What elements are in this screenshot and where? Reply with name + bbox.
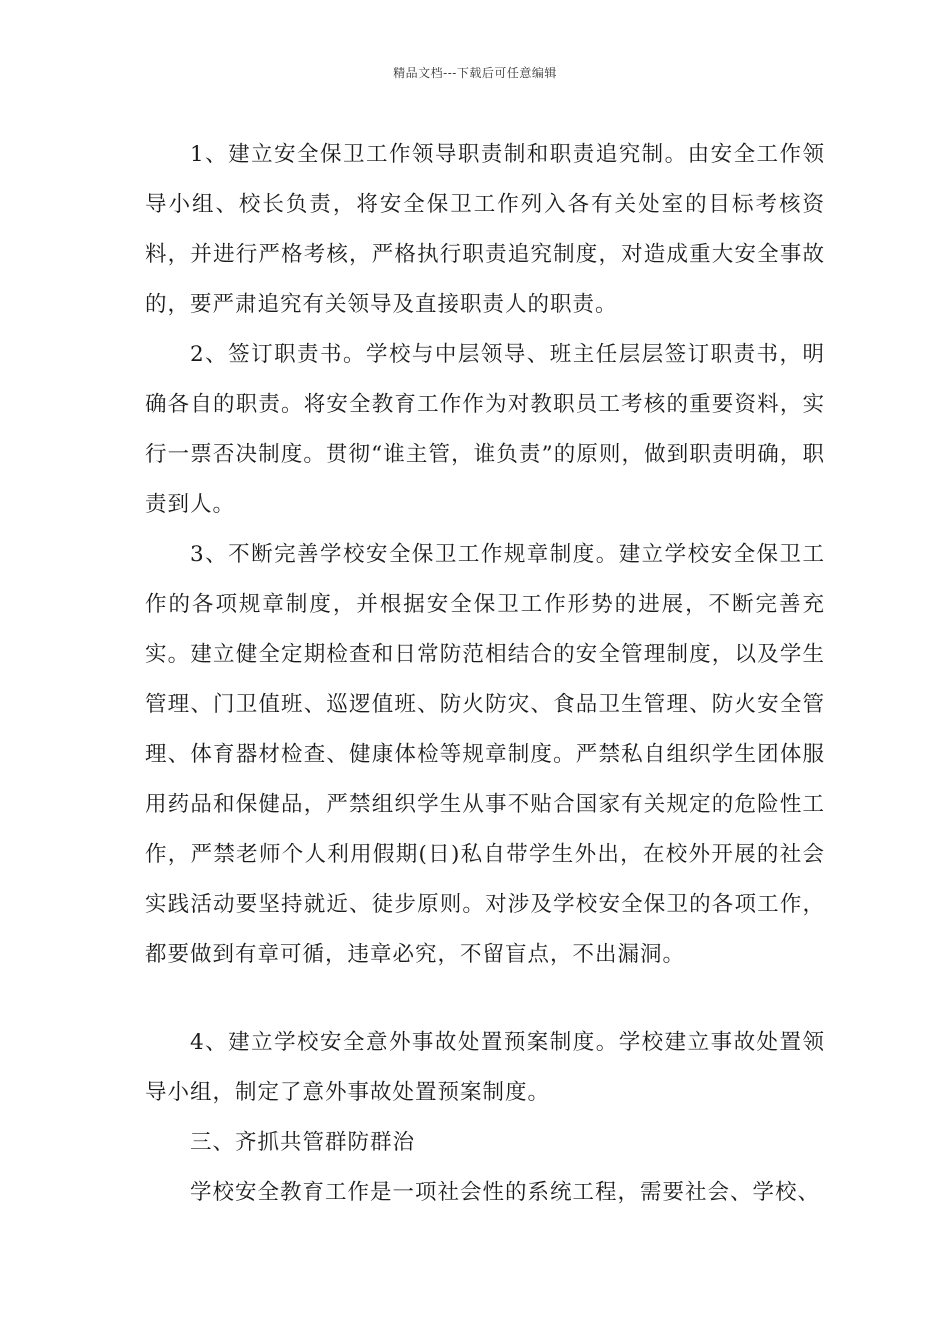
section-heading: 三、齐抓共管群防群治	[190, 1130, 416, 1155]
paragraph-3: 3、不断完善学校安全保卫工作规章制度。建立学校安全保卫工作的各项规章制度，并根据安全保卫工作形势的进展，不断完善充实。建立健全定期检查和日常防范相结合的安全管理制度，以及学生管理、门卫值班、巡逻值班、防火防灾、食品卫生管理、防火安全管理、体育器材检查、健康体检等规章制度。严禁私自组织学生团体服用药品和保健品，严禁组织学生从事不贴合国家有关规定的危险性工作，严禁老师个人利用假期(日)私自带学生外出，在校外开展的社会实践活动要坚持就近、徒步原则。对涉及学校安全保卫的各项工作，都要做到有章可循，违章必究，不留盲点，不出漏洞。	[145, 542, 825, 967]
page-header: 精品文档---下载后可任意编辑	[393, 66, 557, 80]
paragraph-1: 1、建立安全保卫工作领导职责制和职责追究制。由安全工作领导小组、校长负责，将安全保卫工作列入各有关处室的目标考核资料，并进行严格考核，严格执行职责追究制度，对造成重大安全事故的，要严肃追究有关领导及直接职责人的职责。	[145, 142, 825, 317]
paragraph-5: 学校安全教育工作是一项社会性的系统工程，需要社会、学校、	[190, 1180, 821, 1205]
document-body	[145, 130, 825, 1218]
paragraph-4: 4、建立学校安全意外事故处置预案制度。学校建立事故处置领导小组，制定了意外事故处置预案制度。	[145, 1030, 825, 1105]
paragraph-2: 2、签订职责书。学校与中层领导、班主任层层签订职责书，明确各自的职责。将安全教育工作作为对教职员工考核的重要资料，实行一票否决制度。贯彻“谁主管，谁负责”的原则，做到职责明确，职责到人。	[145, 342, 825, 517]
